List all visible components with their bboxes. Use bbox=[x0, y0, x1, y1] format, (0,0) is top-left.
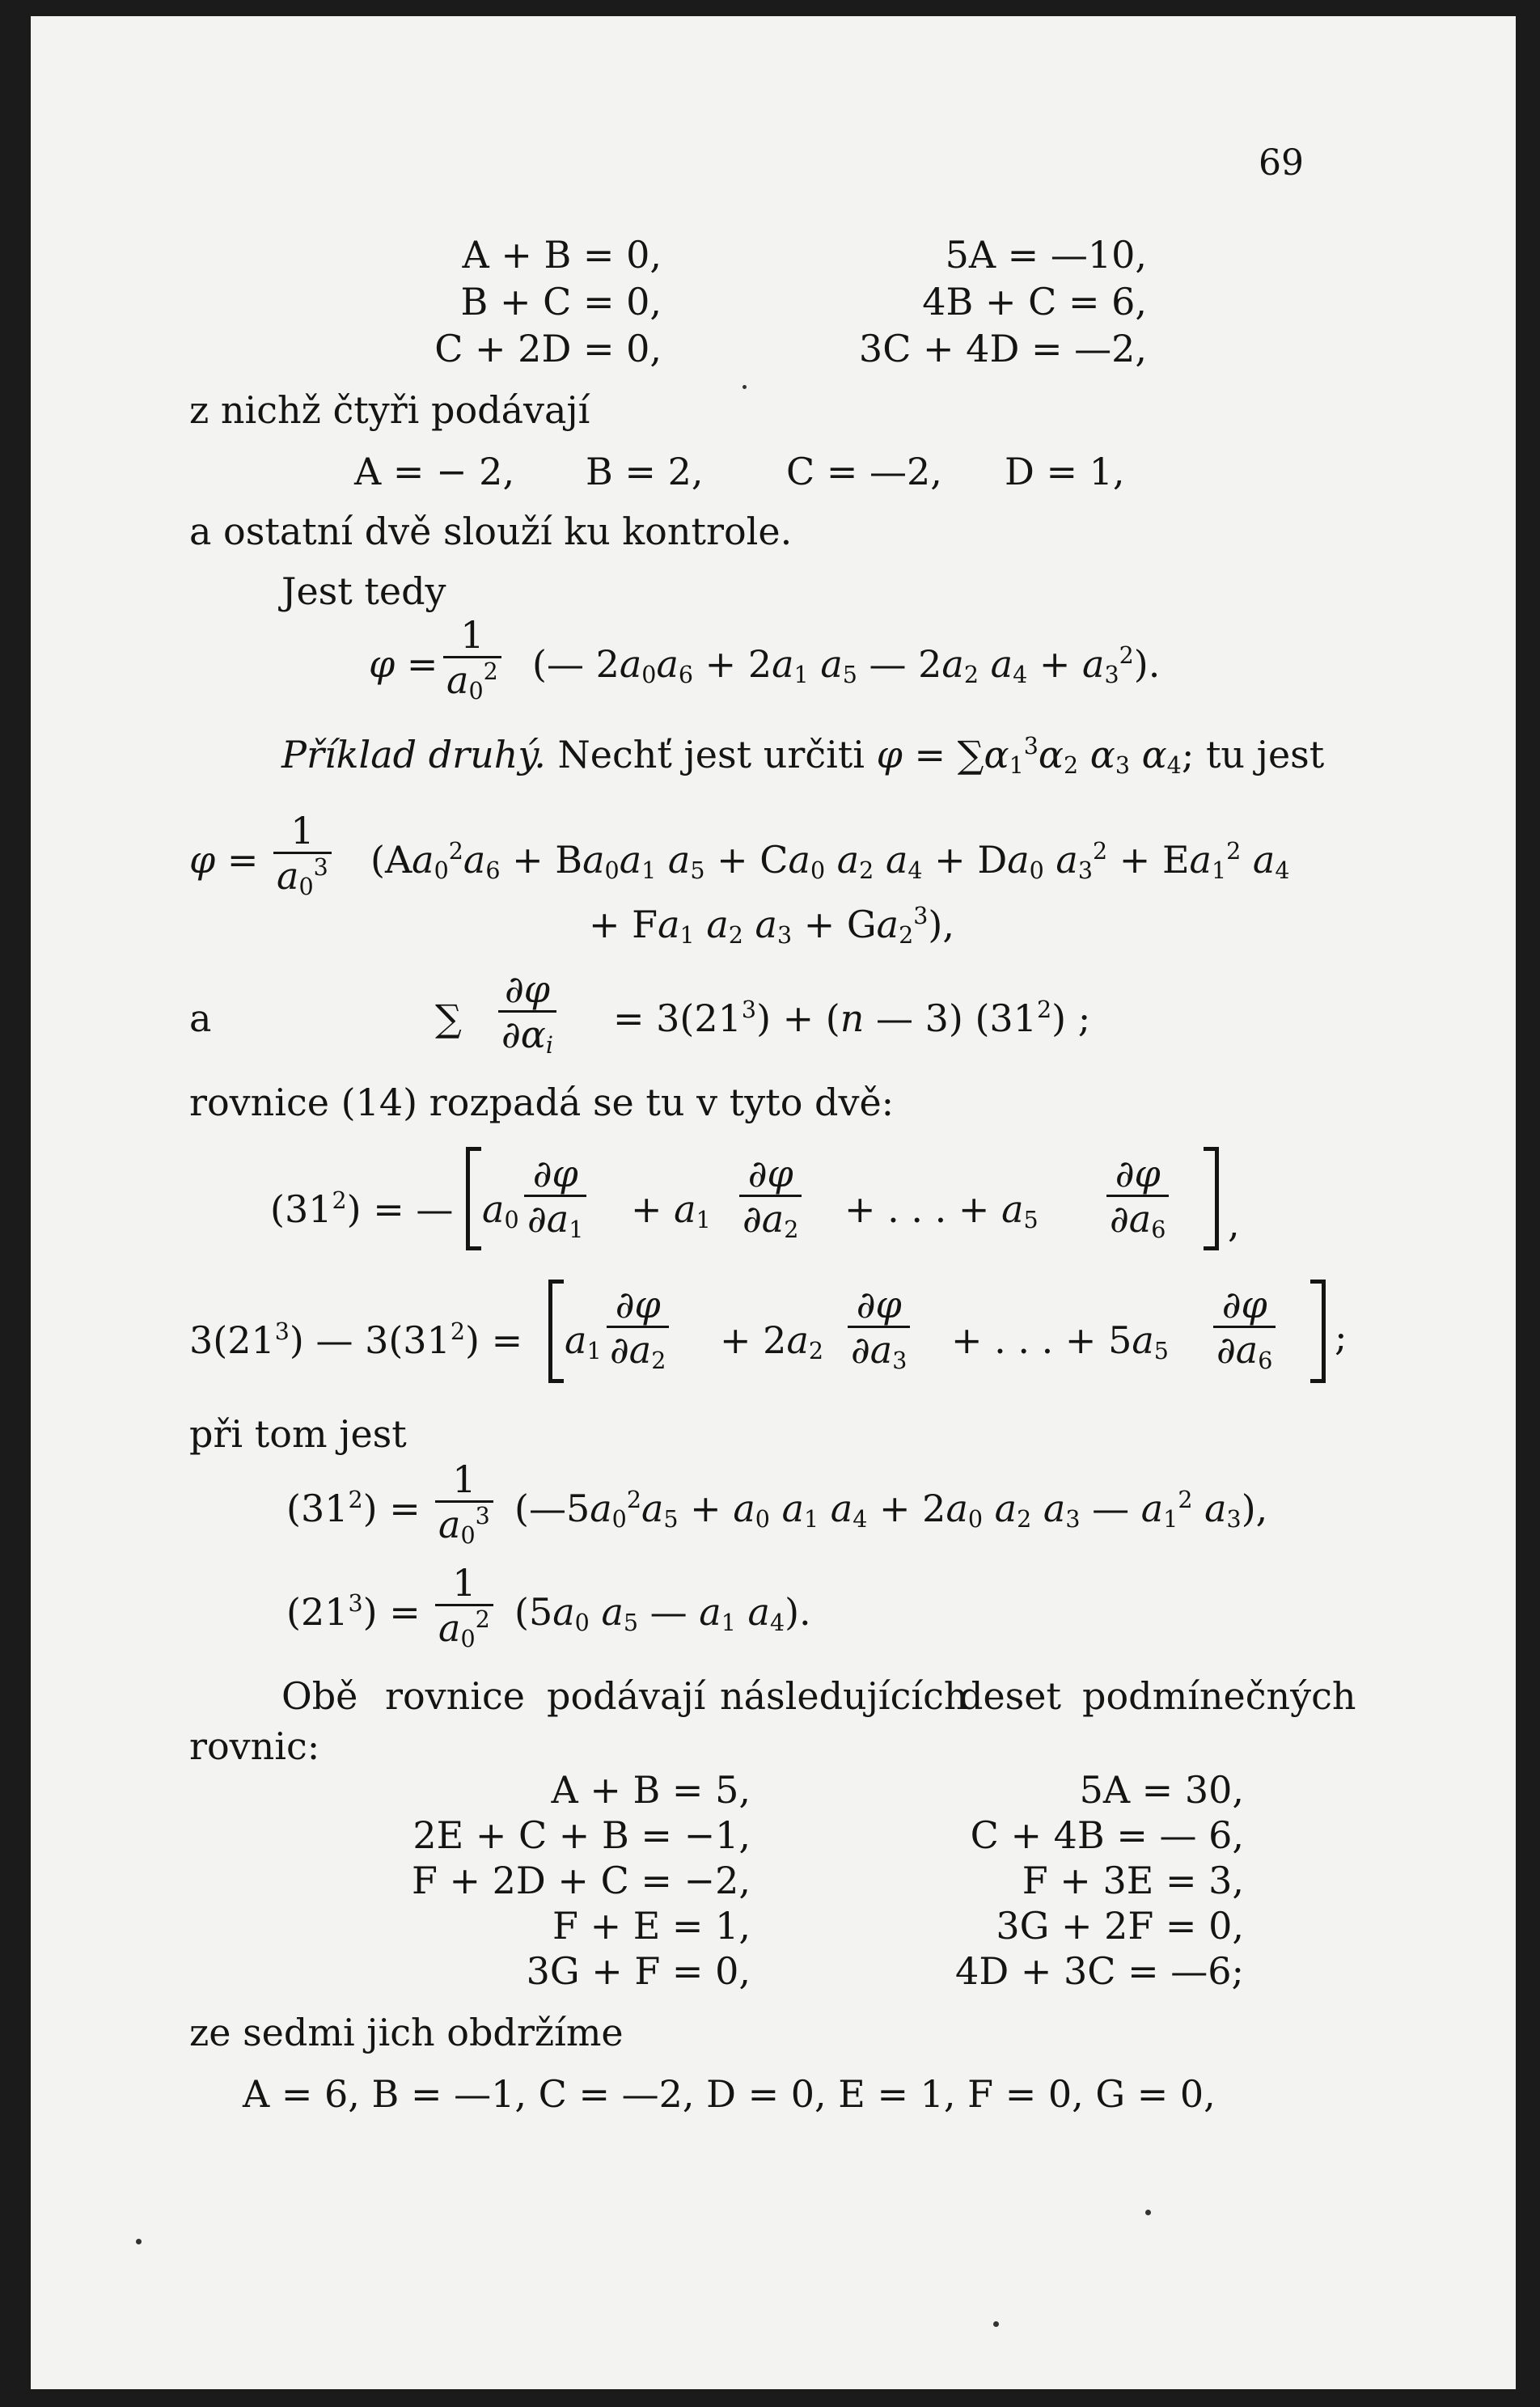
word: deset bbox=[959, 1674, 1061, 1718]
word: následujících bbox=[720, 1674, 968, 1718]
equation: D = 1, bbox=[1005, 450, 1125, 493]
equation: F + 3E = 3, bbox=[1022, 1859, 1244, 1902]
equation: 5A = —10, bbox=[945, 233, 1147, 277]
example-heading: Příklad druhý. bbox=[281, 733, 546, 776]
text-line: rovnic: bbox=[189, 1724, 320, 1768]
equation: B + C = 0, bbox=[460, 280, 662, 324]
text-line: ze sedmi jich obdržíme bbox=[189, 2011, 624, 2054]
text-a: a bbox=[189, 996, 212, 1040]
text-line: při tom jest bbox=[189, 1412, 407, 1456]
text-line: z nichž čtyři podávají bbox=[189, 388, 590, 432]
scan-speck bbox=[1145, 2210, 1151, 2215]
text-line: Jest tedy bbox=[281, 569, 446, 613]
word: podávají bbox=[547, 1674, 706, 1718]
example-text: Nechť jest určiti bbox=[557, 733, 865, 776]
scan-speck bbox=[993, 2321, 999, 2327]
equation: A = − 2, bbox=[354, 450, 515, 493]
page-number: 69 bbox=[1259, 142, 1304, 184]
equation: 3G + 2F = 0, bbox=[996, 1904, 1244, 1948]
equation: 3G + F = 0, bbox=[526, 1949, 751, 1993]
equation: 4D + 3C = —6; bbox=[955, 1949, 1244, 1993]
equation: F + E = 1, bbox=[552, 1904, 751, 1948]
equation: 2E + C + B = −1, bbox=[412, 1813, 751, 1857]
equation: A + B = 5, bbox=[551, 1768, 751, 1812]
example-line: Příklad druhý. Nechť jest určiti $\varphi = \sum\alpha_1^3\alpha_2$ $\alpha_3$ $\alpha_4$; tu jest bbox=[281, 732, 1325, 780]
scan-speck bbox=[136, 2239, 142, 2244]
equation: C = —2, bbox=[786, 450, 942, 493]
word: rovnice bbox=[385, 1674, 525, 1718]
equation: A + B = 0, bbox=[462, 233, 662, 277]
equation: 5A = 30, bbox=[1079, 1768, 1244, 1812]
equation: 3C + 4D = —2, bbox=[858, 327, 1147, 370]
text-line: a ostatní dvě slouží ku kontrole. bbox=[189, 510, 793, 553]
scan-speck bbox=[742, 385, 747, 389]
word: Obě bbox=[281, 1674, 358, 1718]
equation: C + 4B = — 6, bbox=[970, 1813, 1244, 1857]
equation: 4B + C = 6, bbox=[922, 280, 1147, 324]
equation: F + 2D + C = −2, bbox=[411, 1859, 751, 1902]
text-tu-jest: ; tu jest bbox=[1181, 733, 1325, 776]
text-line: rovnice (14) rozpadá se tu v tyto dvě: bbox=[189, 1081, 895, 1124]
solution2: A = 6, B = —1, C = —2, D = 0, E = 1, F = 0, G = 0, bbox=[243, 2072, 1216, 2116]
word: podmínečných bbox=[1082, 1674, 1356, 1718]
equation: C + 2D = 0, bbox=[434, 327, 662, 370]
book-page: 69 A + B = 0, B + C = 0, C + 2D = 0, 5A = —10, 4B + C = 6, 3C + 4D = —2, z nichž čtyři podávají A = − 2, B = 2, C = —2, D = 1, a ostatní dvě slouží ku kontrole. Jest tedy φ = $\frac{1}{a_0^2}$ (— $2a_0a_6 + 2a_1$ $a_5$ — $2a_2$ $a_4 + a_3^2$). Příklad druhý. Nechť jest určiti $\varphi = \sum\alpha_1^3\alpha_2$ $\alpha_3$ $\alpha_4$; tu jest φ = $\frac{1}{a_0^3}$ ($Aa_0^2a_6 + Ba_0a_1$ $a_5 + Ca_0$ $a_2$ $a_4 + Da_0$ $a_3^2 + Ea_1^2$ $a_4$ + $Fa_1$ $a_2$ $a_3 + Ga_2^3$), a ∑ $\frac{\partial\varphi}{\partial\alpha_i}$ = $3(21^3) + (n$ — 3) $(31^2)$ ; rovnice (14) rozpadá se tu v tyto dvě: $(31^2)$ = — $a_0$ $\frac{\partial\varphi}{\partial a_1}$ + $a_1$ $\frac{\partial\varphi}{\partial a_2}$ + . . . + $a_5$ $\frac{\partial\varphi}{\partial a_6}$ , $3(21^3)$ — $3(31^2)$ = $a_1$ $\frac{\partial\varphi}{\partial a_2}$ + $2a_2$ $\frac{\partial\varphi}{\partial a_3}$ + . . . + $5a_5$ $\frac{\partial\varphi}{\partial a_6}$ ; při tom jest $(31^2)$ = $\frac{1}{a_0^3}$ ($—5a_0^2a_5 + a_0$ $a_1$ $a_4 + 2a_0$ $a_2$ $a_3$ — $a_1^2$ $a_3$), $(21^3)$ = $\frac{1}{a_0^2}$ ($5a_0$ $a_5$ — $a_1$ $a_4$). Obě rovnice podávají následujících deset podmínečných rovnic: A + B = 5, 2E + C + B = −1, F + 2D + C = −2, F + E = 1, 3G + F = 0, 5A = 30, C + 4B = — 6, F + 3E = 3, 3G + 2F = 0, 4D + 3C = —6; ze sedmi jich obdržíme A = 6, B = —1, C = —2, D = 0, E = 1, F = 0, G = 0, bbox=[31, 16, 1516, 2389]
equation: B = 2, bbox=[586, 450, 704, 493]
